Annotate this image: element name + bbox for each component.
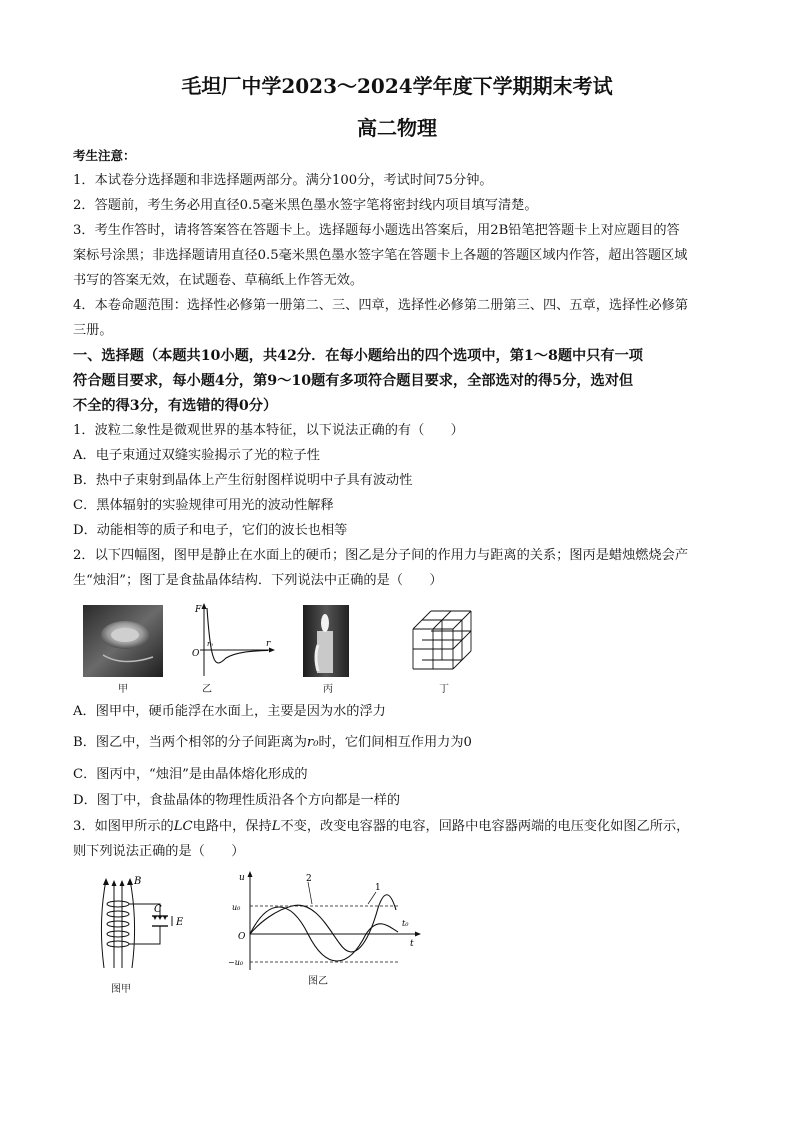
exam-title: 毛坦厂中学2023～2024学年度下学期期末考试 xyxy=(181,74,613,98)
section-heading: 符合题目要求，每小题4分，第9～10题有多项符合题目要求，全部选对的得5分，选对但 xyxy=(73,373,634,389)
curve-label: 1 xyxy=(375,883,381,893)
caption-yi: 乙 xyxy=(202,684,212,695)
coin-photo xyxy=(83,605,163,677)
field-label: B xyxy=(134,876,142,887)
q1-option-d: D．动能相等的质子和电子，它们的波长也相等 xyxy=(73,523,348,538)
notice-line: 案标号涂黑；非选择题请用直径0.5毫米黑色墨水签字笔在答题卡上各题的答题区域内作答，超出答题区域 xyxy=(73,248,688,263)
q1-option-b: B．热中子束射到晶体上产生衍射图样说明中子具有波动性 xyxy=(73,473,413,488)
voltage-curve-graph xyxy=(228,870,423,974)
q3-stem: 则下列说法正确的是（ ） xyxy=(73,844,245,859)
exam-subject: 高二物理 xyxy=(357,116,437,140)
notice-line: 1．本试卷分选择题和非选择题两部分。满分100分，考试时间75分钟。 xyxy=(73,173,493,188)
axis-label: t₀ xyxy=(402,919,409,928)
q1-stem: 1．波粒二象性是微观世界的基本特征，以下说法正确的有（ ） xyxy=(73,423,464,438)
q3-stem xyxy=(73,815,733,840)
section-heading: 不全的得3分，有选错的得0分） xyxy=(73,398,278,414)
q1-option-c: C．黑体辐射的实验规律可用光的波动性解释 xyxy=(73,498,334,513)
axis-label: t xyxy=(410,939,414,949)
field-label: E xyxy=(176,917,184,928)
lc-symbol: LC xyxy=(173,819,193,834)
q2-stem: 2．以下四幅图，图甲是静止在水面上的硬币；图乙是分子间的作用力与距离的关系；图丙是蜡烛燃烧会产 xyxy=(73,548,689,563)
salt-crystal-lattice xyxy=(407,605,479,677)
axis-label: r₀ xyxy=(207,640,214,648)
axis-label: u₀ xyxy=(232,903,241,912)
axis-label: r xyxy=(266,639,271,649)
notice-line: 书写的答案无效，在试题卷、草稿纸上作答无效。 xyxy=(73,273,364,288)
notice-line: 3．考生作答时，请将答案答在答题卡上。选择题每小题选出答案后，用2B铅笔把答题卡上对应题目的答 xyxy=(73,223,680,238)
l-symbol: L xyxy=(271,819,281,834)
caption-jia: 甲 xyxy=(118,684,128,695)
q2-option-c: C．图丙中，“烛泪”是由晶体熔化形成的 xyxy=(73,767,308,782)
q3-stem-text: 不变，改变电容器的电容，回路中电容器两端的电压变化如图乙所示， xyxy=(280,819,690,834)
notice-line: 三册。 xyxy=(73,323,113,338)
axis-label: u xyxy=(239,873,245,883)
candle-photo xyxy=(303,605,349,677)
force-distance-graph xyxy=(186,600,276,680)
caption-fig1: 图甲 xyxy=(111,984,131,995)
axis-label: O xyxy=(192,649,200,659)
axis-label: F xyxy=(195,605,202,615)
caption-ding: 丁 xyxy=(439,684,449,695)
q2-stem: 生“烛泪”；图丁是食盐晶体结构．下列说法中正确的是（ ） xyxy=(73,573,443,588)
notice-line: 4．本卷命题范围：选择性必修第一册第二、三、四章，选择性必修第二册第三、四、五章，选择性必修第 xyxy=(73,298,689,313)
axis-label: O xyxy=(238,932,246,942)
caption-bing: 丙 xyxy=(323,684,333,695)
capacitor-label: C xyxy=(154,904,162,915)
r0-symbol: r₀ xyxy=(306,735,319,750)
curve-label: 2 xyxy=(306,874,312,884)
q2-option-b xyxy=(73,731,733,756)
lc-circuit-diagram xyxy=(82,872,202,972)
q2-option-a: A．图甲中，硬币能浮在水面上，主要是因为水的浮力 xyxy=(73,704,386,719)
q2-option-d: D．图丁中，食盐晶体的物理性质沿各个方向都是一样的 xyxy=(73,793,401,808)
caption-fig2: 图乙 xyxy=(308,976,328,987)
q3-stem-text: 电路中，保持 xyxy=(192,819,272,834)
q2-option-b-text: 时，它们间相互作用力为0 xyxy=(318,735,472,750)
q2-option-b-text: B．图乙中，当两个相邻的分子间距离为 xyxy=(73,735,307,750)
notice-line: 2．答题前，考生务必用直径0.5毫米黑色墨水签字笔将密封线内项目填写清楚。 xyxy=(73,198,538,213)
notice-heading: 考生注意： xyxy=(73,148,136,163)
q3-stem-text: 3．如图甲所示的 xyxy=(73,819,174,834)
section-heading: 一、选择题（本题共10小题，共42分．在每小题给出的四个选项中，第1～8题中只有一项 xyxy=(73,348,643,364)
axis-label: −u₀ xyxy=(228,958,244,967)
q1-option-a: A．电子束通过双缝实验揭示了光的粒子性 xyxy=(73,448,320,463)
